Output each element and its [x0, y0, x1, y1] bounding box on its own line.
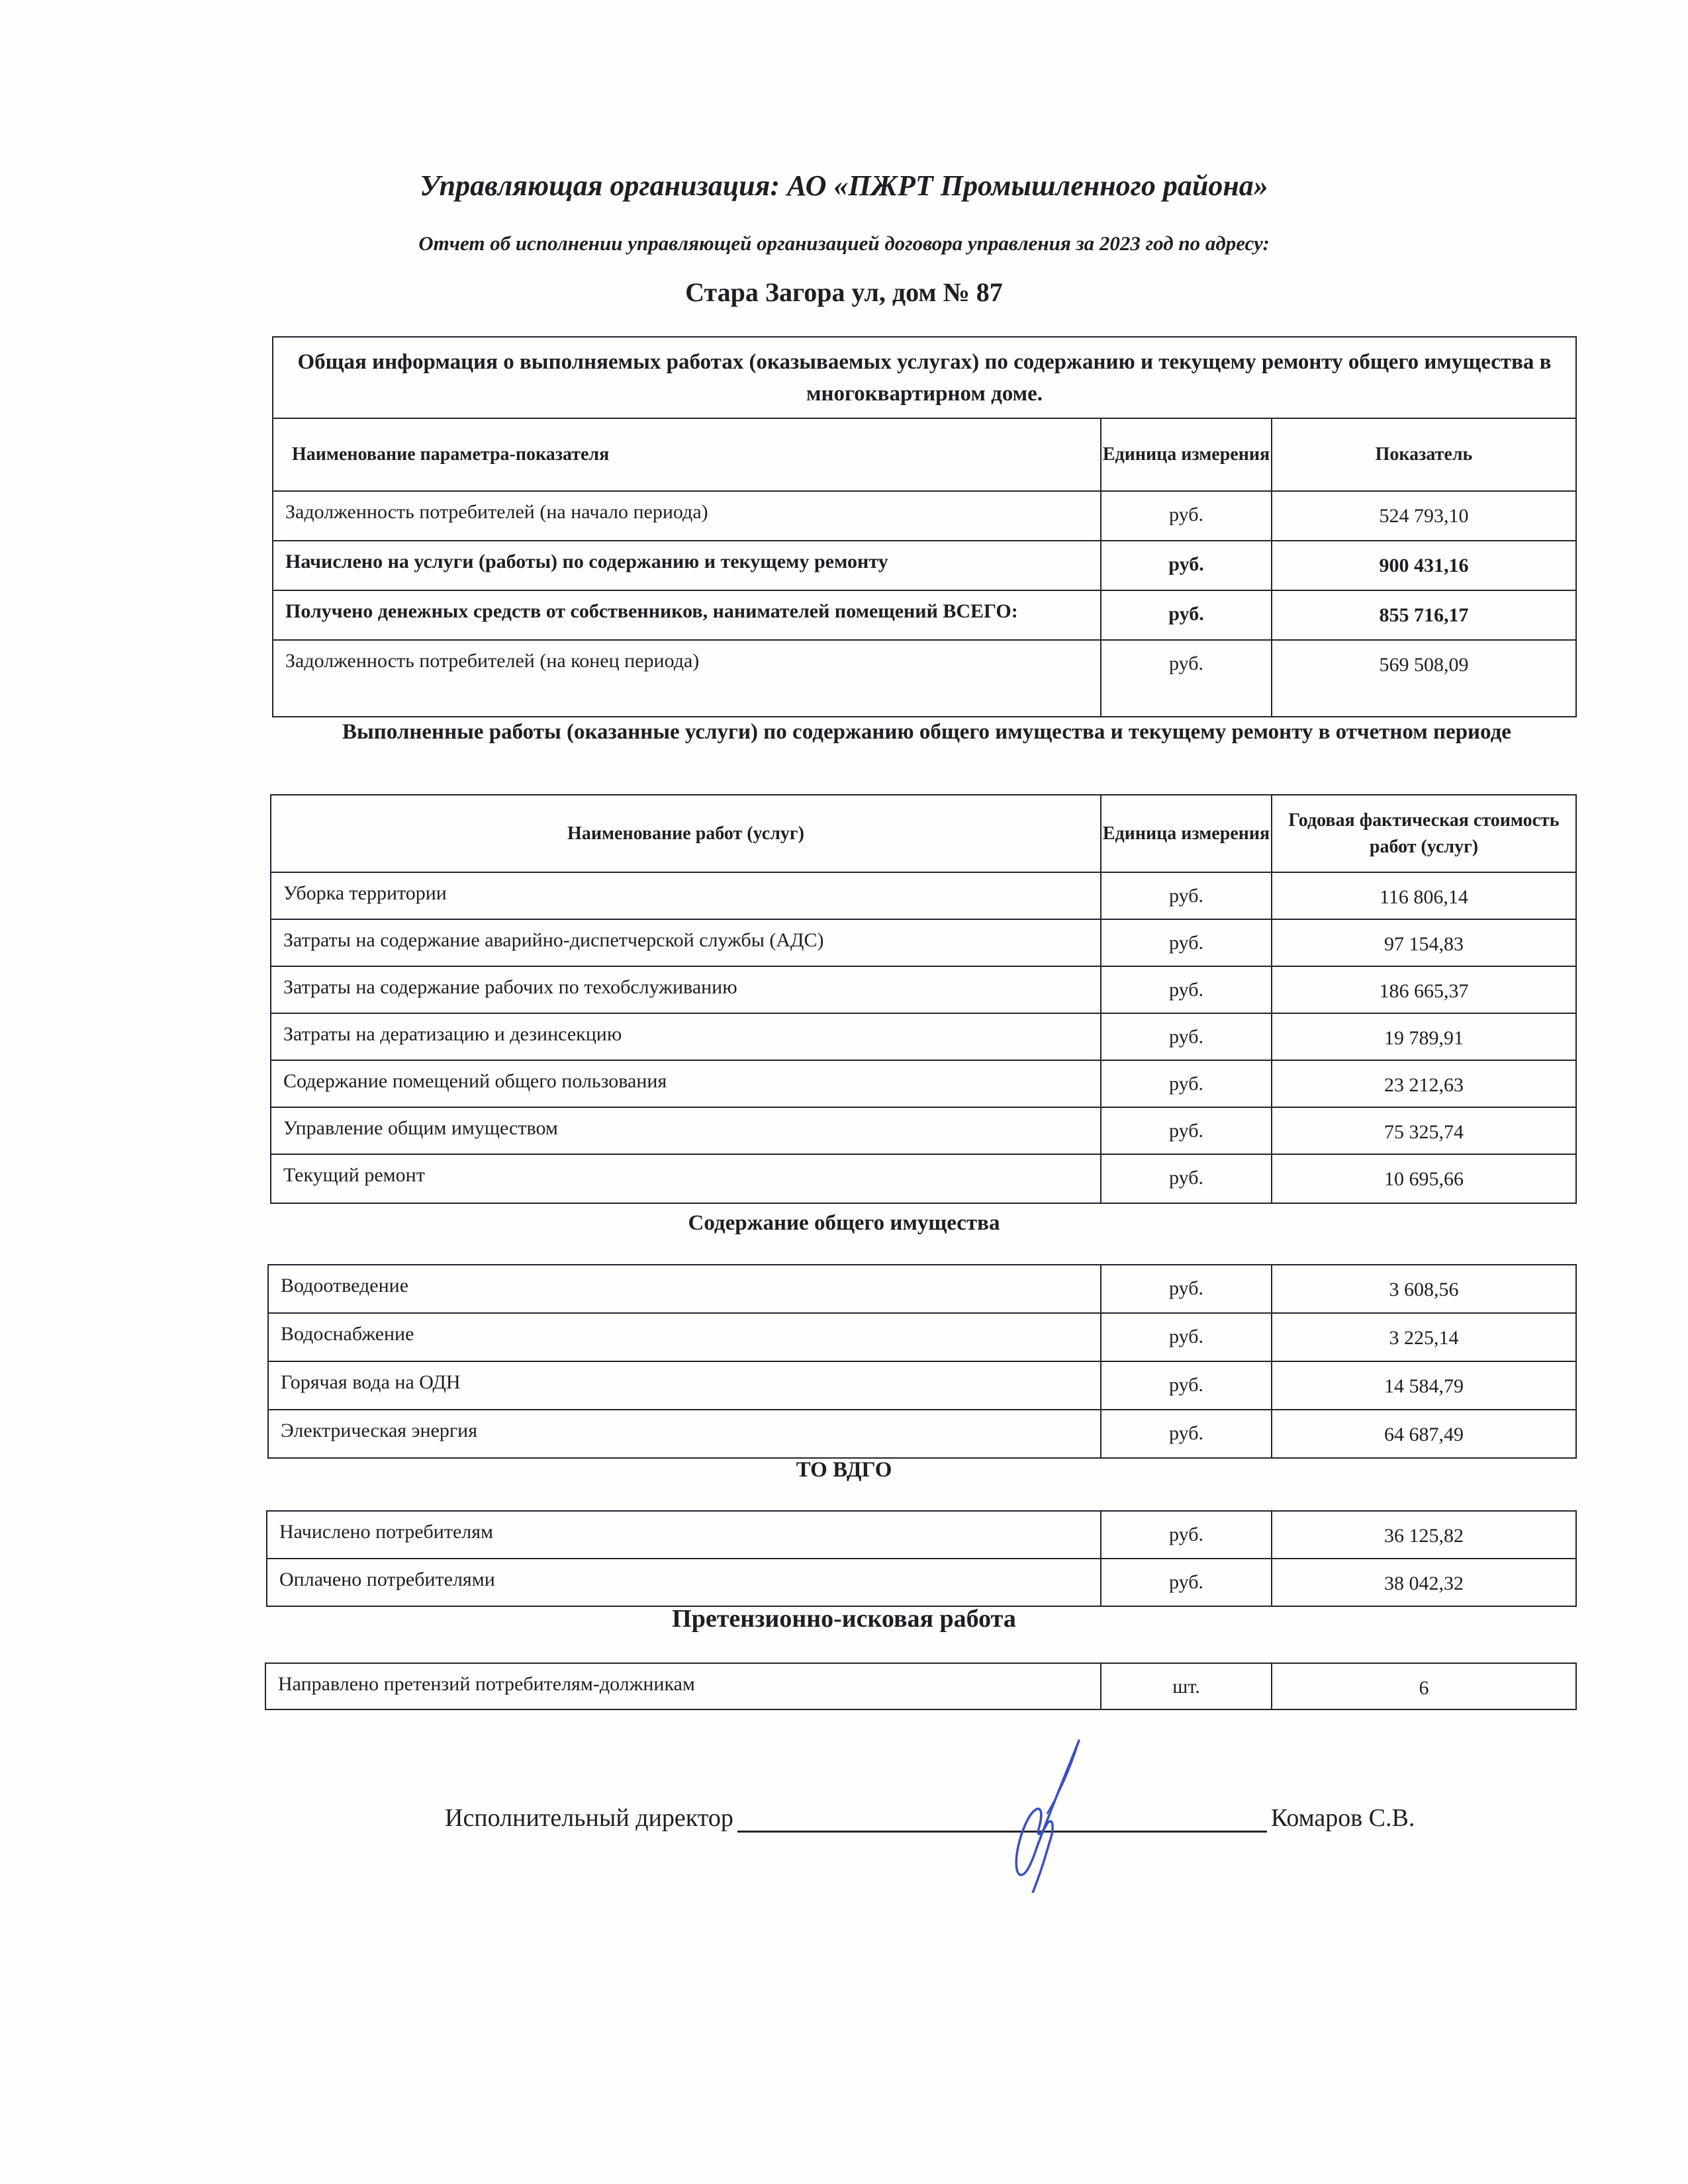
table-row: [265, 1663, 1576, 1709]
signatory-name: Комаров С.В.: [1270, 1804, 1415, 1832]
row-value: 97 154,83: [1272, 919, 1576, 966]
general-info-band-title: Общая информация о выполняемых работах (оказываемых услугах) по содержанию и текущему ремонту общего имущества в многоквартирном доме.: [273, 337, 1576, 418]
works-table: [270, 794, 1577, 1204]
row-unit: руб.: [1101, 1559, 1272, 1606]
row-label: Направлено претензий потребителям-должникам: [265, 1663, 1101, 1709]
handwritten-signature-icon: [986, 1734, 1119, 1893]
row-label: Оплачено потребителями: [267, 1559, 1101, 1606]
row-label: Получено денежных средств от собственников, нанимателей помещений ВСЕГО:: [273, 590, 1101, 640]
row-label: Затраты на дератизацию и дезинсекцию: [271, 1013, 1101, 1060]
column-header-annual-cost: Годовая фактическая стоимость работ (услуг): [1272, 795, 1576, 872]
row-label: Начислено на услуги (работы) по содержанию и текущему ремонту: [273, 541, 1101, 590]
row-value: 524 793,10: [1272, 491, 1576, 541]
row-unit: руб.: [1101, 1313, 1272, 1361]
row-value: 19 789,91: [1272, 1013, 1576, 1060]
vdgo-table: [266, 1510, 1577, 1607]
row-unit: руб.: [1101, 1060, 1272, 1107]
row-value: 6: [1272, 1663, 1576, 1709]
row-label: Затраты на содержание аварийно-диспетчерской службы (АДС): [271, 919, 1101, 966]
row-value: 3 608,56: [1272, 1265, 1576, 1313]
table-row: [267, 1559, 1576, 1606]
row-label: Водоснабжение: [268, 1313, 1101, 1361]
row-unit: руб.: [1101, 491, 1272, 541]
row-value: 116 806,14: [1272, 872, 1576, 919]
claims-table: [265, 1662, 1577, 1710]
table-row: [271, 1060, 1576, 1107]
table-row: [271, 872, 1576, 919]
row-unit: руб.: [1101, 1107, 1272, 1154]
table-row: [271, 919, 1576, 966]
row-label: Уборка территории: [271, 872, 1101, 919]
row-unit: руб.: [1101, 640, 1272, 717]
table-row: [273, 640, 1576, 717]
common-property-table: [267, 1264, 1577, 1459]
row-label: Задолженность потребителей (на конец периода): [273, 640, 1101, 717]
row-unit: руб.: [1101, 1361, 1272, 1410]
row-label: Задолженность потребителей (на начало периода): [273, 491, 1101, 541]
row-unit: руб.: [1101, 1154, 1272, 1203]
column-header-unit: Единица измерения: [1101, 795, 1272, 872]
row-label: Управление общим имуществом: [271, 1107, 1101, 1154]
row-value: 855 716,17: [1272, 590, 1576, 640]
table-row: [267, 1511, 1576, 1559]
common-property-section-title: Содержание общего имущества: [688, 1211, 1000, 1235]
row-unit: руб.: [1101, 1013, 1272, 1060]
row-unit: руб.: [1101, 1265, 1272, 1313]
row-unit: руб.: [1101, 590, 1272, 640]
row-label: Содержание помещений общего пользования: [271, 1060, 1101, 1107]
row-unit: руб.: [1101, 541, 1272, 590]
row-value: 14 584,79: [1272, 1361, 1576, 1410]
row-label: Начислено потребителям: [267, 1511, 1101, 1559]
row-value: 569 508,09: [1272, 640, 1576, 717]
row-value: 38 042,32: [1272, 1559, 1576, 1606]
row-unit: руб.: [1101, 1410, 1272, 1458]
table-row: [271, 966, 1576, 1013]
table-row: [268, 1265, 1576, 1313]
claims-section-title: Претензионно-исковая работа: [672, 1605, 1016, 1633]
column-header-value: Показатель: [1272, 418, 1576, 491]
row-unit: руб.: [1101, 872, 1272, 919]
table-row: [273, 491, 1576, 541]
column-header-unit: Единица измерения: [1101, 418, 1272, 491]
org-title: Управляющая организация: АО «ПЖРТ Промышленного района»: [420, 169, 1268, 202]
works-section-title: Выполненные работы (оказанные услуги) по содержанию общего имущества и текущему ремонту в отчетном периоде: [342, 720, 1511, 744]
table-row: [273, 541, 1576, 590]
table-row: [271, 1013, 1576, 1060]
table-row: [273, 590, 1576, 640]
row-value: 3 225,14: [1272, 1313, 1576, 1361]
row-label: Горячая вода на ОДН: [268, 1361, 1101, 1410]
row-value: 64 687,49: [1272, 1410, 1576, 1458]
report-subtitle: Отчет об исполнении управляющей организацией договора управления за 2023 год по адресу:: [418, 232, 1270, 255]
row-value: 186 665,37: [1272, 966, 1576, 1013]
vdgo-section-title: ТО ВДГО: [796, 1458, 892, 1482]
row-value: 23 212,63: [1272, 1060, 1576, 1107]
table-row: [268, 1361, 1576, 1410]
table-row: [268, 1410, 1576, 1458]
table-row: [271, 1154, 1576, 1203]
row-label: Текущий ремонт: [271, 1154, 1101, 1203]
general-info-table: [272, 336, 1577, 717]
row-label: Электрическая энергия: [268, 1410, 1101, 1458]
table-row: [268, 1313, 1576, 1361]
column-header-parameter: Наименование параметра-показателя: [273, 418, 1101, 491]
row-label: Водоотведение: [268, 1265, 1101, 1313]
row-value: 36 125,82: [1272, 1511, 1576, 1559]
address-heading: Стара Загора ул, дом № 87: [685, 277, 1003, 307]
row-value: 10 695,66: [1272, 1154, 1576, 1203]
row-unit: руб.: [1101, 919, 1272, 966]
row-unit: руб.: [1101, 966, 1272, 1013]
row-unit: руб.: [1101, 1511, 1272, 1559]
row-value: 75 325,74: [1272, 1107, 1576, 1154]
column-header-work-name: Наименование работ (услуг): [271, 795, 1101, 872]
signatory-position: Исполнительный директор: [445, 1804, 733, 1832]
row-unit: шт.: [1101, 1663, 1272, 1709]
table-row: [271, 1107, 1576, 1154]
row-value: 900 431,16: [1272, 541, 1576, 590]
signature-block: [445, 1803, 1415, 1833]
row-label: Затраты на содержание рабочих по техобслуживанию: [271, 966, 1101, 1013]
